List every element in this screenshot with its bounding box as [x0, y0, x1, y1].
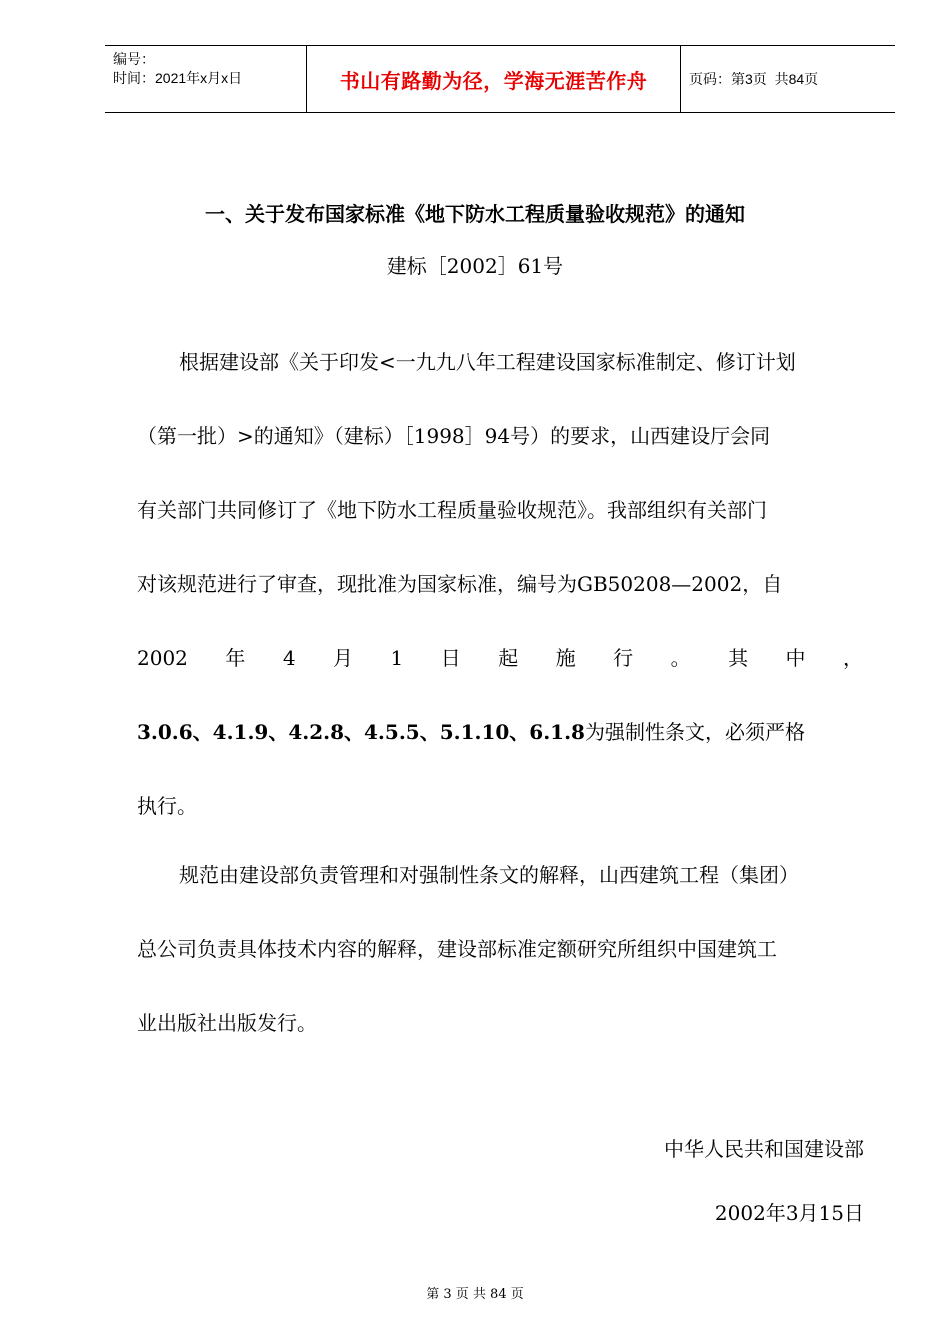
- paragraph-line: 规范由建设部负责管理和对强制性条文的解释，山西建筑工程（集团）: [179, 863, 799, 887]
- justified-token: 起: [498, 646, 519, 670]
- document-number: 建标［2002］61号: [386, 254, 564, 278]
- justified-token: 。: [670, 646, 691, 670]
- paragraph-line: [137, 695, 863, 769]
- paragraph-line: 根据建设部《关于印发<一九九八年工程建设国家标准制定、修订计划: [179, 350, 796, 374]
- page-footer: 第 3 页 共 84 页: [426, 1287, 524, 1302]
- signature-date: 2002年3月15日: [714, 1201, 864, 1225]
- page-header: [105, 45, 895, 113]
- paragraph-line: 总公司负责具体技术内容的解释，建设部标准定额研究所组织中国建筑工: [137, 937, 777, 961]
- paragraph-1: [137, 325, 863, 843]
- header-meta-cell: [105, 46, 307, 112]
- paragraph-line: 有关部门共同修订了《地下防水工程质量验收规范》。我部组织有关部门: [137, 498, 767, 522]
- header-page-info: 页码：第3页 共84页: [689, 71, 819, 87]
- paragraph-line: 业出版社出版发行。: [137, 1011, 317, 1035]
- paragraph-line: 执行。: [137, 794, 197, 818]
- justified-token: 2002: [137, 646, 188, 670]
- paragraph-line: 对该规范进行了审查，现批准为国家标准，编号为GB50208—2002，自: [137, 572, 783, 596]
- header-slogan-cell: [307, 46, 681, 112]
- justified-token: 4: [282, 646, 296, 670]
- paragraph-line-justified: [137, 621, 863, 695]
- justified-token: 行: [613, 646, 634, 670]
- signature-organization: 中华人民共和国建设部: [664, 1137, 864, 1161]
- mandatory-clauses: 3.0.6、4.1.9、4.2.8、4.5.5、5.1.10、6.1.8: [137, 720, 585, 744]
- mandatory-clauses-text: 为强制性条文，必须严格: [584, 720, 805, 744]
- justified-token: 1: [390, 646, 404, 670]
- justified-token: ，: [843, 646, 863, 670]
- justified-token: 年: [225, 646, 246, 670]
- header-code-label: 编号：: [113, 51, 155, 67]
- justified-token: 月: [333, 646, 354, 670]
- header-slogan: 书山有路勤为径，学海无涯苦作舟: [339, 68, 648, 93]
- justified-token: 中: [785, 646, 806, 670]
- justified-token: 其: [728, 646, 749, 670]
- header-time-label: 时间：2021年x月x日: [113, 70, 243, 86]
- paragraph-2: [137, 838, 863, 1060]
- justified-token: 日: [440, 646, 461, 670]
- justified-token: 施: [555, 646, 576, 670]
- paragraph-line: （第一批）>的通知》（建标）［1998］94号）的要求，山西建设厅会同: [137, 424, 771, 448]
- header-page-cell: [681, 46, 895, 112]
- document-title: 一、关于发布国家标准《地下防水工程质量验收规范》的通知: [205, 202, 745, 226]
